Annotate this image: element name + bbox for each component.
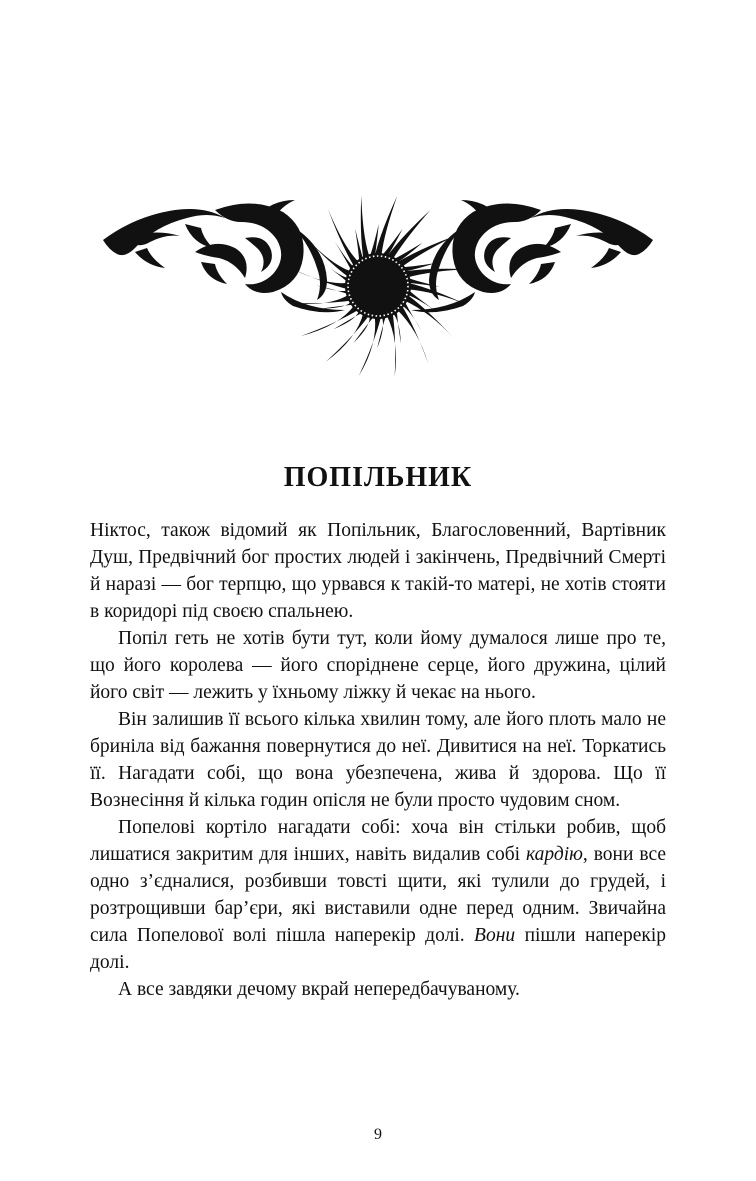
paragraph-1: Ніктос, також відомий як Попільник, Благословенний, Вартівник Душ, Предвічний бог простих людей і закінчень, Предвічний Смерті й наразі — бог терпцю, що урвався к такій-то матері, не хотів стояти в коридорі під своєю спальнею. bbox=[90, 520, 666, 622]
sun-core bbox=[351, 259, 405, 313]
paragraph-4-part-1: Попелові кортіло нагадати собі: хоча він стільки робив, щоб лишатися закритим для інших, навіть видалив собі bbox=[90, 817, 666, 865]
paragraph-3: Він залишив її всього кілька хвилин тому, але його плоть мало не бриніла від бажання повернутися до неї. Дивитися на неї. Торкатись її. Нагадати собі, що вона убезпечена, жива й здорова. Що її Вознесіння й кілька годин опісля не були просто чудовим сном. bbox=[90, 709, 666, 811]
sun-ray bbox=[326, 312, 370, 362]
paragraph-5: А все завдяки дечому вкрай непередбачуваному. bbox=[118, 979, 520, 1000]
italic-word-kardiyu: кардію bbox=[525, 844, 583, 865]
chapter-title: ПОПІЛЬНИК bbox=[283, 462, 473, 493]
chapter-body bbox=[90, 517, 666, 1003]
sun-ray bbox=[361, 196, 370, 260]
sun-ray bbox=[328, 209, 359, 267]
right-flourish-icon bbox=[411, 200, 653, 312]
sun-ornament-icon bbox=[95, 188, 661, 383]
sun-ray bbox=[404, 294, 454, 338]
sun-ray bbox=[397, 305, 428, 363]
sun-ray bbox=[386, 312, 396, 376]
italic-word-vony: Вони bbox=[474, 925, 516, 946]
paragraph-4-part-3: пішли наперекір долі. bbox=[90, 925, 666, 973]
paragraph-2: Попіл геть не хотів бути тут, коли йому думалося лише про те, що його королева — його споріднене серце, його дружина, цілий його світ — лежить у їхньому ліжку й чекає на нього. bbox=[90, 628, 666, 703]
paragraph-4 bbox=[90, 814, 666, 976]
page-number: 9 bbox=[374, 1126, 382, 1143]
black-sun-icon bbox=[288, 196, 469, 377]
left-flourish-icon bbox=[103, 200, 345, 312]
sun-ray bbox=[375, 196, 398, 256]
paragraph-4-part-2: , вони все одно з’єдналися, розбивши товсті щити, які тулили до грудей, і розтрощивши бар’єри, які виставили одне перед одним. Звичайна сила Попелової волі пішла наперекір долі. bbox=[90, 844, 666, 946]
